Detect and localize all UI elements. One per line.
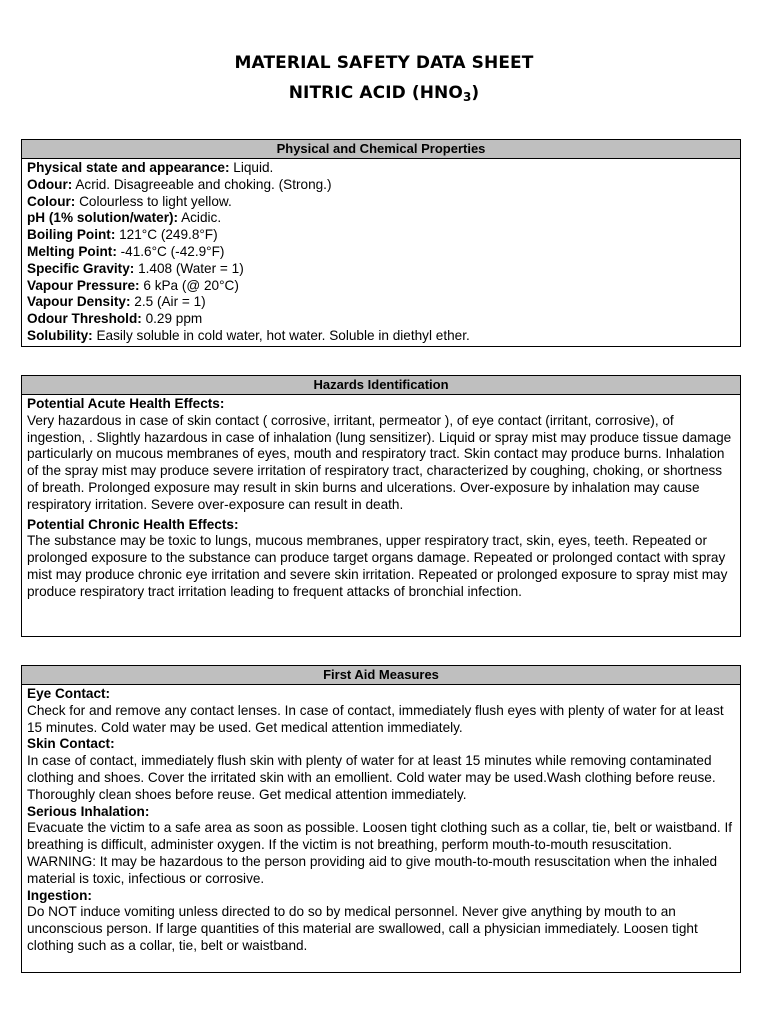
chronic-effects-heading: Potential Chronic Health Effects: bbox=[27, 516, 239, 532]
skin-contact-text: In case of contact, immediately flush skin with plenty of water for at least 15 minutes while removing contaminated clothing and shoes. Cover the irritated skin with an emollient. Cold water may be used.Wash clothing before reuse. Thoroughly clean shoes before reuse. Get medical attention immediately. bbox=[27, 753, 716, 802]
property-label: Melting Point: bbox=[27, 243, 117, 259]
document-title: MATERIAL SAFETY DATA SHEET bbox=[234, 53, 534, 73]
subtitle-end: ) bbox=[471, 83, 480, 103]
property-value: Colourless to light yellow. bbox=[75, 193, 232, 209]
section-heading: Hazards Identification bbox=[22, 376, 740, 395]
subtitle-text: NITRIC ACID (HNO bbox=[288, 83, 463, 103]
acute-effects-heading: Potential Acute Health Effects: bbox=[27, 396, 225, 411]
property-value: 121°C (249.8°F) bbox=[115, 227, 218, 243]
property-row bbox=[27, 328, 735, 345]
property-row bbox=[27, 311, 735, 328]
eye-contact-heading: Eye Contact: bbox=[27, 686, 111, 701]
property-label: Vapour Pressure: bbox=[27, 277, 140, 293]
property-value: 6 kPa (@ 20°C) bbox=[139, 277, 239, 293]
ingestion-text: Do NOT induce vomiting unless directed to do so by medical personnel. Never give anything by mouth to an unconscious person. If large quantities of this material are swallowed, call a physician immediately. Loosen tight clothing such as a collar, tie, belt or waistband. bbox=[27, 904, 698, 953]
property-row bbox=[27, 244, 735, 261]
chronic-effects-text: The substance may be toxic to lungs, mucous membranes, upper respiratory tract, skin, eyes, teeth. Repeated or prolonged exposure to the substance can produce target organs damage. Repeated or prolonged contact with spray mist may produce chronic eye irritation and severe skin irritation. Repeated or prolonged exposure to spray mist may produce respiratory tract irritation leading to frequent attacks of bronchial infection. bbox=[27, 533, 728, 599]
property-row bbox=[27, 177, 735, 194]
hazards-section bbox=[21, 375, 741, 637]
property-row bbox=[27, 160, 735, 177]
property-value: 1.408 (Water = 1) bbox=[134, 260, 244, 276]
property-value: -41.6°C (-42.9°F) bbox=[116, 243, 225, 259]
property-row bbox=[27, 227, 735, 244]
property-row bbox=[27, 194, 735, 211]
property-value: 0.29 ppm bbox=[141, 311, 203, 327]
subtitle-subscript: 3 bbox=[462, 90, 472, 104]
property-label: pH (1% solution/water): bbox=[27, 210, 179, 226]
physical-properties-section bbox=[21, 139, 741, 347]
property-value: Acrid. Disagreeable and choking. (Strong.) bbox=[72, 176, 332, 192]
property-value: Liquid. bbox=[229, 160, 274, 175]
inhalation-text: Evacuate the victim to a safe area as soon as possible. Loosen tight clothing such as a collar, tie, belt or waistband. If breathing is difficult, administer oxygen. If the victim is not breathing, perform mouth-to-mouth resuscitation. WARNING: It may be hazardous to the person providing aid to give mouth-to-mouth resuscitation when the inhaled material is toxic, infectious or corrosive. bbox=[27, 820, 733, 886]
inhalation-heading: Serious Inhalation: bbox=[27, 803, 150, 819]
property-label: Odour Threshold: bbox=[27, 311, 142, 327]
eye-contact-text: Check for and remove any contact lenses. In case of contact, immediately flush eyes with plenty of water for at least 15 minutes. Cold water may be used. Get medical attention immediately. bbox=[27, 702, 724, 735]
property-label: Odour: bbox=[27, 176, 73, 192]
property-row bbox=[27, 294, 735, 311]
property-value: 2.5 (Air = 1) bbox=[130, 294, 206, 310]
property-value: Easily soluble in cold water, hot water. Soluble in diethyl ether. bbox=[92, 327, 470, 343]
property-label: Colour: bbox=[27, 193, 76, 209]
property-label: Physical state and appearance: bbox=[27, 160, 230, 175]
first-aid-body bbox=[22, 685, 740, 957]
document-subtitle bbox=[0, 78, 768, 108]
skin-contact-heading: Skin Contact: bbox=[27, 736, 115, 752]
document-header bbox=[0, 48, 768, 108]
property-label: Vapour Density: bbox=[27, 294, 131, 310]
property-label: Solubility: bbox=[27, 327, 93, 343]
property-row bbox=[27, 278, 735, 295]
hazards-body bbox=[22, 395, 740, 603]
acute-effects-text: Very hazardous in case of skin contact ( corrosive, irritant, permeator ), of eye contact (irritant, corrosive), of ingestion, . Slightly hazardous in case of inhalation (lung sensitizer). Liquid or spray mist may produce tissue damage particularly on mucous membranes of eyes, mouth and respiratory tract. Skin contact may produce burns. Inhalation of the spray mist may produce severe irritation of respiratory tract, characterized by coughing, choking, or shortness of breath. Prolonged exposure may result in skin burns and ulcerations. Over-exposure by inhalation may cause respiratory irritation. Severe over-exposure can result in death. bbox=[27, 412, 732, 512]
property-row bbox=[27, 261, 735, 278]
property-label: Boiling Point: bbox=[27, 227, 116, 243]
first-aid-section bbox=[21, 665, 741, 973]
section-heading: Physical and Chemical Properties bbox=[22, 140, 740, 159]
property-label: Specific Gravity: bbox=[27, 260, 135, 276]
properties-list bbox=[22, 159, 740, 347]
property-row bbox=[27, 210, 735, 227]
section-heading: First Aid Measures bbox=[22, 666, 740, 685]
ingestion-heading: Ingestion: bbox=[27, 887, 92, 903]
property-value: Acidic. bbox=[178, 210, 222, 226]
